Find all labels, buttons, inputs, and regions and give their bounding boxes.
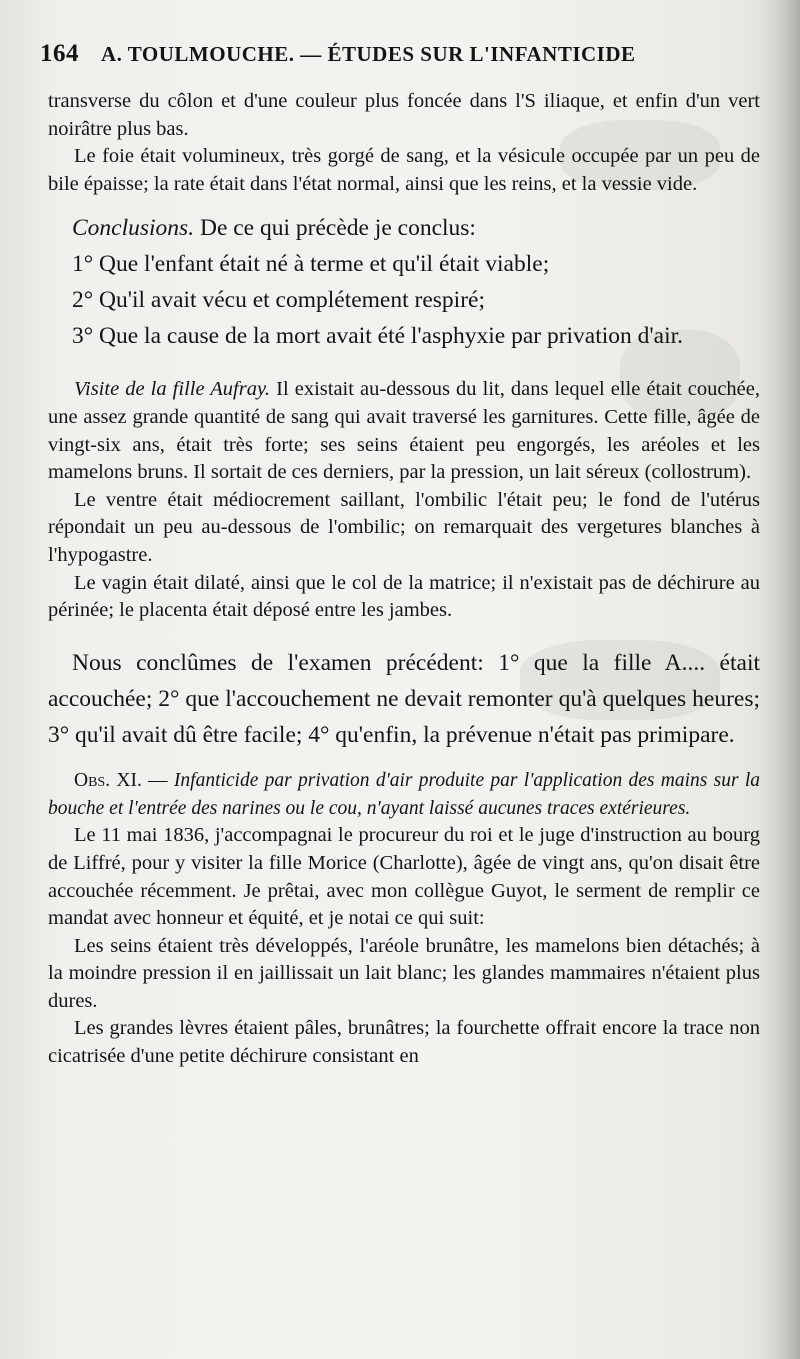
observation-title: Infanticide par privation d'air produite par l'application des mains sur la bouche et l'entrée des narines ou le cou, n'ayant laissé aucunes traces extérieures. xyxy=(48,769,761,819)
conclusion-item-3: 3° Que la cause de la mort avait été l'asphyxie par privation d'air. xyxy=(72,323,684,350)
observation-dash: — xyxy=(141,769,174,791)
paragraph-visit-aufray xyxy=(48,376,760,486)
paragraph-labia: Les grandes lèvres étaient pâles, brunâtres; la fourchette offrait encore la trace non cicatrisée d'une petite déchirure consistant en xyxy=(48,1017,760,1068)
paragraph-morice-visit: Le 11 mai 1836, j'accompagnai le procureur du roi et le juge d'instruction au bourg de Liffré, pour y visiter la fille Morice (Charlotte), âgée de vingt ans, qu'on disait être accouchée récemment. Je prêtai, avec mon collègue Guyot, le serment de remplir ce mandat avec honneur et équité, et je notai ce qui suit: xyxy=(48,824,760,930)
observation-heading xyxy=(48,767,760,823)
paragraph-liver: Le foie était volumineux, très gorgé de sang, et la vésicule occupée par un peu de bile épaisse; la rate était dans l'état normal, ainsi que les reins, et la vessie vide. xyxy=(48,145,760,195)
page-edge-shadow xyxy=(762,0,800,1359)
visit-label: Visite de la fille Aufray. xyxy=(74,378,271,401)
paragraph-continuation: transverse du côlon et d'une couleur plus foncée dans l'S iliaque, et enfin d'un vert noirâtre plus bas. xyxy=(48,90,760,140)
paragraph-conclusions-aufray: Nous conclûmes de l'examen précédent: 1° que la fille A.... était accouchée; 2° que l'accouchement ne devait remonter qu'à quelques heures; 3° qu'il avait dû être facile; 4° qu'enfin, la prévenue n'était pas primipare. xyxy=(48,649,760,748)
conclusions-intro: De ce qui précède je conclus: xyxy=(199,215,476,242)
conclusion-item-1: 1° Que l'enfant était né à terme et qu'il était viable; xyxy=(72,251,550,278)
conclusions-label: Conclusions. xyxy=(72,215,195,242)
running-header xyxy=(40,40,770,68)
observation-number: Obs. XI. xyxy=(74,769,142,791)
paragraph-abdomen: Le ventre était médiocrement saillant, l'ombilic l'était peu; le fond de l'utérus répondait un peu au-dessous de l'ombilic; on remarquait des vergetures blanches à l'hypogastre. xyxy=(48,488,760,566)
paragraph-breasts: Les seins étaient très développés, l'aréole brunâtre, les mamelons bien détachés; à la moindre pression il en jaillissait un lait blanc; les glandes mammaires n'étaient plus dures. xyxy=(48,934,760,1012)
page-body xyxy=(48,88,760,1071)
conclusions-heading xyxy=(48,210,760,246)
visit-text: Il existait au-dessous du lit, dans lequel elle était couchée, une assez grande quantité de sang qui avait traversé les garnitures. Cette fille, âgée de vingt-six ans, était très forte; ses seins étaient peu engorgés, les aréoles et les mamelons bruns. Il sortait de ces derniers, par la pression, un lait séreux (collostrum). xyxy=(48,378,761,484)
page-number: 164 xyxy=(40,40,79,67)
paragraph-vagina: Le vagin était dilaté, ainsi que le col de la matrice; il n'existait pas de déchirure au périnée; le placenta était déposé entre les jambes. xyxy=(48,571,760,622)
running-title: A. TOULMOUCHE. — ÉTUDES SUR L'INFANTICIDE xyxy=(101,42,636,66)
conclusion-item-2: 2° Qu'il avait vécu et complétement respiré; xyxy=(72,287,485,314)
